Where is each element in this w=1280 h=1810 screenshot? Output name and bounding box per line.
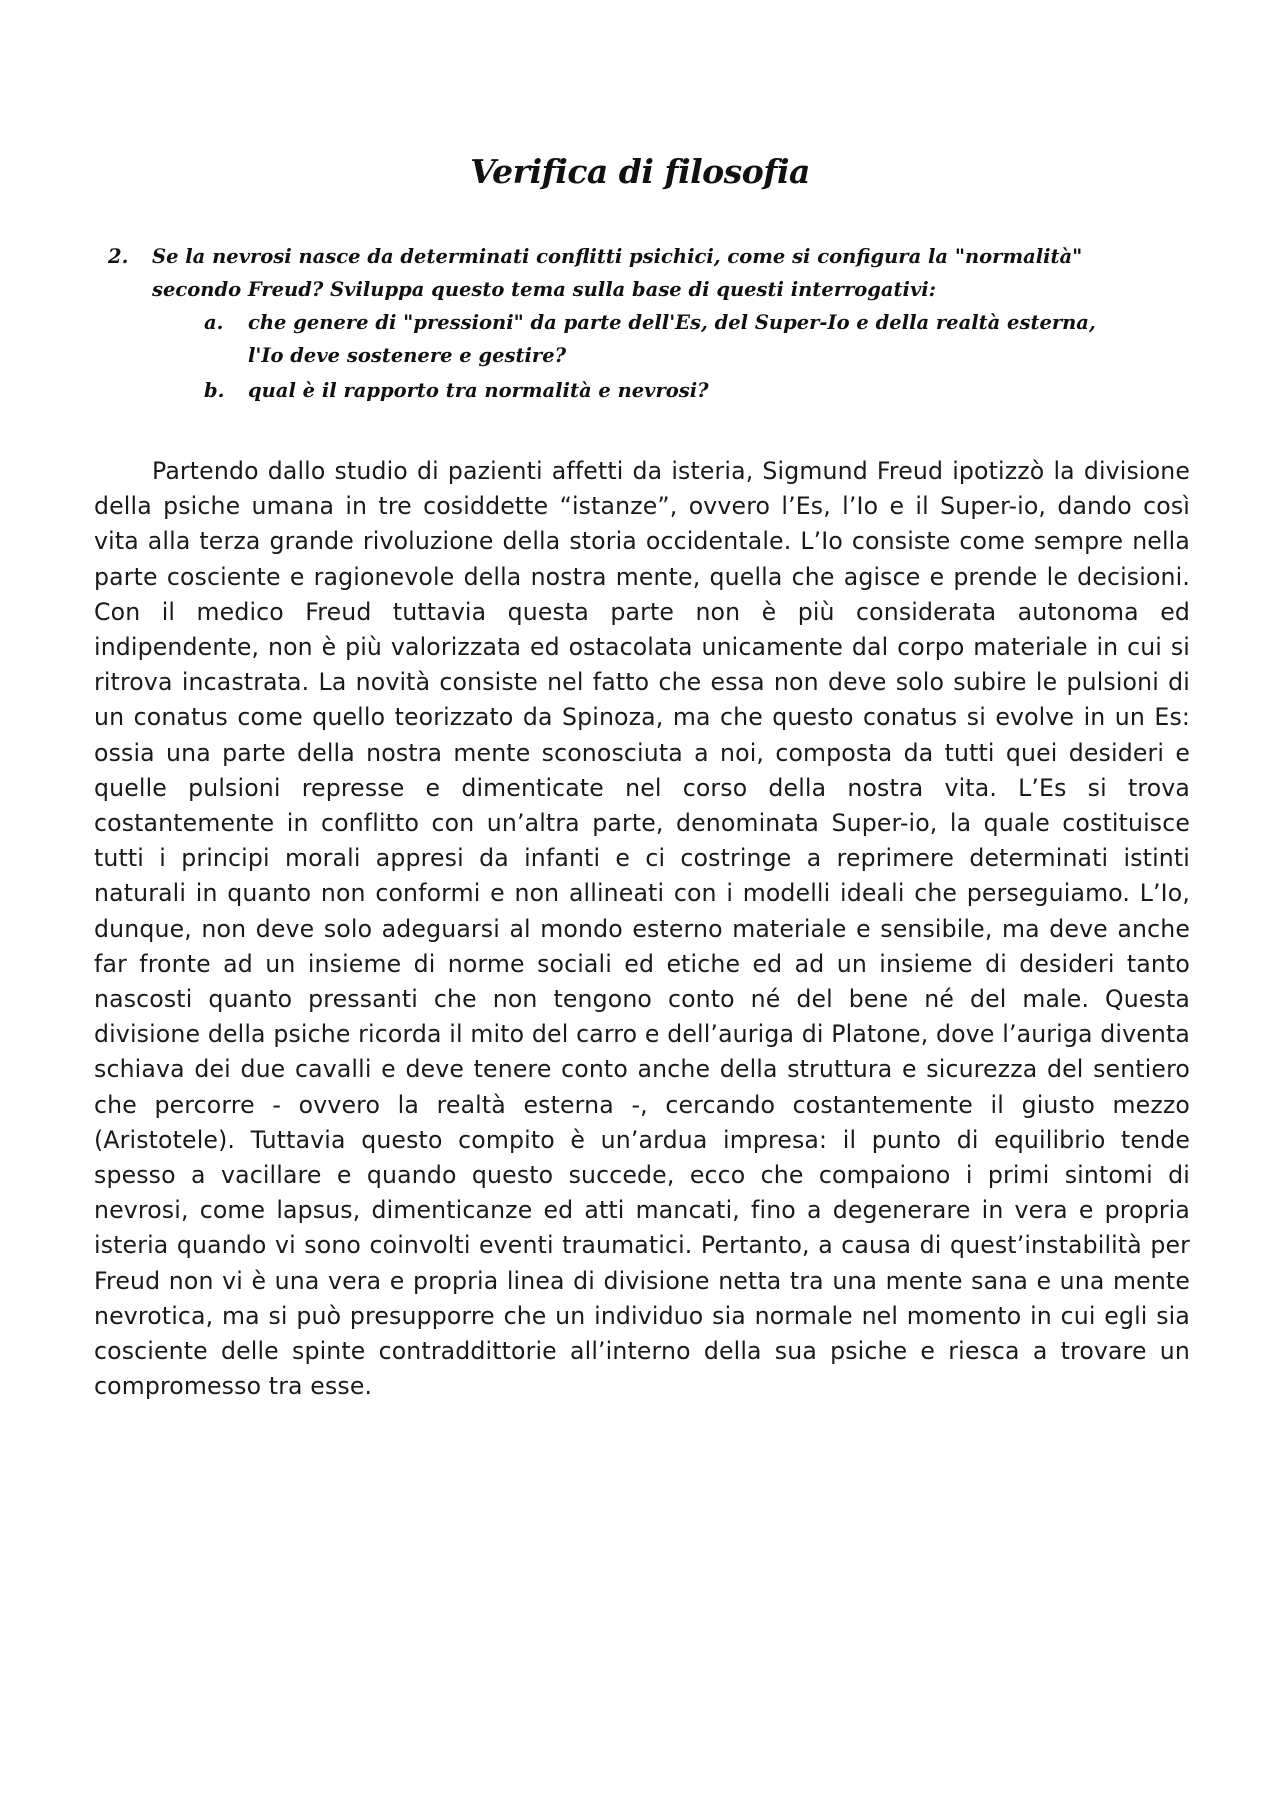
question-text: Se la nevrosi nasce da determinati conflitti psichici, come si configura la "normalità" secondo Freud? Sviluppa questo tema sulla base di questi interrogativi:: [152, 245, 1083, 301]
question-block: [108, 240, 1138, 407]
page-title: Verifica di filosofia: [470, 152, 810, 191]
subquestion-a: [108, 306, 1138, 372]
question-main: [108, 240, 1138, 306]
subquestion-text: che genere di "pressioni" da parte dell'Es, del Super-Io e della realtà esterna, l'Io deve sostenere e gestire?: [248, 311, 1096, 367]
subquestion-letter: b.: [204, 379, 225, 402]
subquestion-b: [108, 374, 1138, 407]
subquestion-text: qual è il rapporto tra normalità e nevrosi?: [248, 379, 709, 402]
question-number: 2.: [108, 245, 129, 268]
subquestion-letter: a.: [204, 311, 224, 334]
answer-paragraph: Partendo dallo studio di pazienti affetti da isteria, Sigmund Freud ipotizzò la divisione della psiche umana in tre cosiddette “istanze”, ovvero l’Es, l’Io e il Super-io, dando così vita alla terza grande rivoluzione della storia occidentale. L’Io consiste come sempre nella parte cosciente e ragionevole della nostra mente, quella che agisce e prende le decisioni. Con il medico Freud tuttavia questa parte non è più considerata autonoma ed indipendente, non è più valorizzata ed ostacolata unicamente dal corpo materiale in cui si ritrova incastrata. La novità consiste nel fatto che essa non deve solo subire le pulsioni di un conatus come quello teorizzato da Spinoza, ma che questo conatus si evolve in un Es: ossia una parte della nostra mente sconosciuta a noi, composta da tutti quei desideri e quelle pulsioni represse e dimenticate nel corso della nostra vita. L’Es si trova costantemente in conflitto con un’altra parte, denominata Super-io, la quale costituisce tutti i principi morali appresi da infanti e ci costringe a reprimere determinati istinti naturali in quanto non conformi e non allineati con i modelli ideali che perseguiamo. L’Io, dunque, non deve solo adeguarsi al mondo esterno materiale e sensibile, ma deve anche far fronte ad un insieme di norme sociali ed etiche ed ad un insieme di desideri tanto nascosti quanto pressanti che non tengono conto né del bene né del male. Questa divisione della psiche ricorda il mito del carro e dell’auriga di Platone, dove l’auriga diventa schiava dei due cavalli e deve tenere conto anche della struttura e sicurezza del sentiero che percorre - ovvero la realtà esterna -, cercando costantemente il giusto mezzo (Aristotele). Tuttavia questo compito è un’ardua impresa: il punto di equilibrio tende spesso a vacillare e quando questo succede, ecco che compaiono i primi sintomi di nevrosi, come lapsus, dimenticanze ed atti mancati, fino a degenerare in vera e propria isteria quando vi sono coinvolti eventi traumatici. Pertanto, a causa di quest’instabilità per Freud non vi è una vera e propria linea di divisione netta tra una mente sana e una mente nevrotica, ma si può presupporre che un individuo sia normale nel momento in cui egli sia cosciente delle spinte contraddittorie all’interno della sua psiche e riesca a trovare un compromesso tra esse.: [94, 457, 1190, 1401]
